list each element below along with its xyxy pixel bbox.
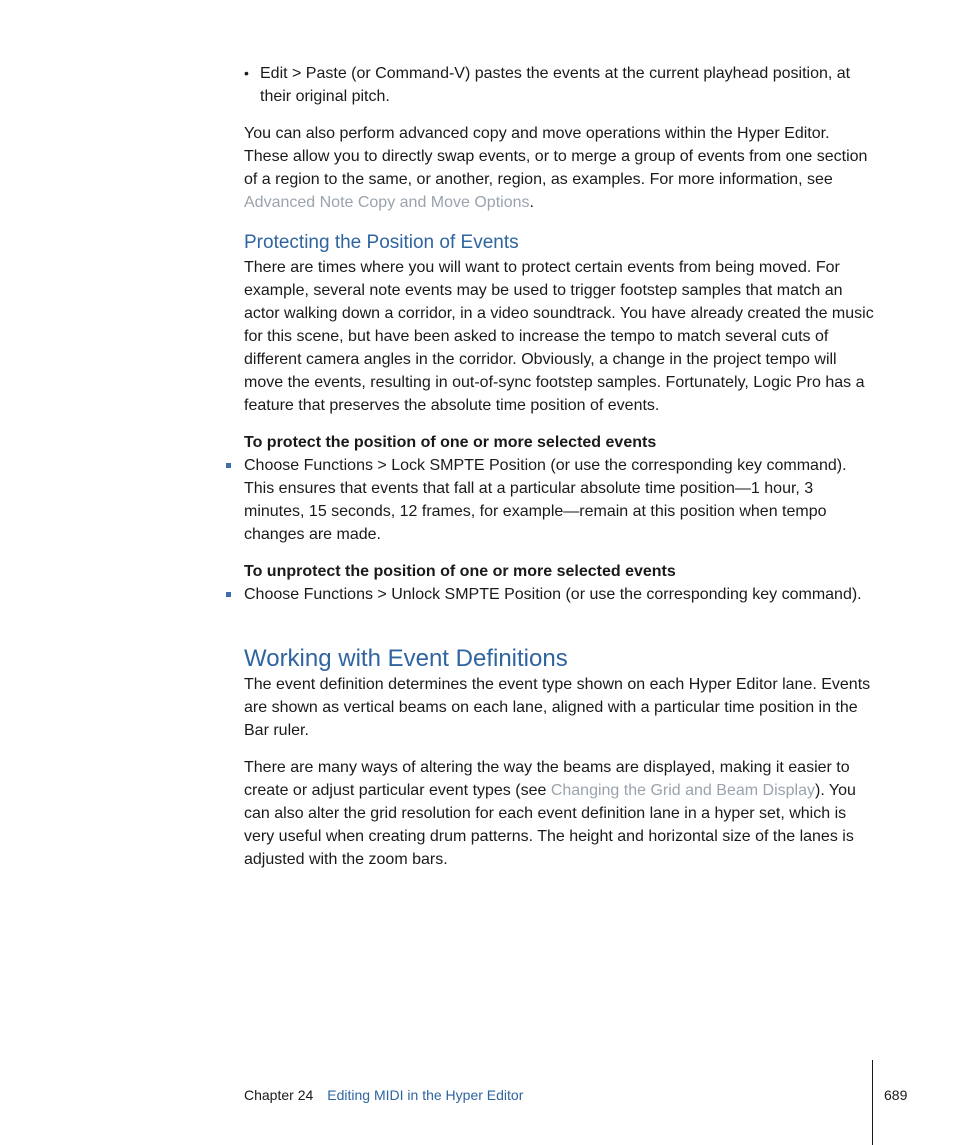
page-number: 689	[884, 1087, 908, 1103]
para2-text-after: ). You can also alter the grid resolution for each event definition lane in a hyper set, which is very useful when creating drum patterns. The height and horizontal size of the lanes is adjusted with the zoom bars.	[244, 782, 856, 868]
protecting-position-heading: Protecting the Position of Events	[244, 232, 519, 253]
paste-bullet-item	[244, 62, 876, 108]
event-definitions-paragraph-1: The event definition determines the event type shown on each Hyper Editor lane. Events are shown as vertical beams on each lane, aligned with a particular time position in the Bar ruler.	[244, 676, 871, 739]
advanced-copy-paragraph	[244, 122, 876, 214]
unlock-smpte-step-text: Choose Functions > Unlock SMPTE Position (or use the corresponding key command).	[244, 586, 862, 603]
grid-beam-display-link[interactable]: Changing the Grid and Beam Display	[550, 782, 815, 799]
event-definitions-paragraph-2	[244, 756, 876, 871]
paste-bullet-text: Edit > Paste (or Command-V) pastes the events at the current playhead position, at their original pitch.	[260, 65, 851, 105]
lock-smpte-step-text: Choose Functions > Lock SMPTE Position (or use the corresponding key command). This ensures that events that fall at a particular absolute time position—1 hour, 3 minutes, 15 seconds, 12 frames, for example—remain at this position when tempo changes are made.	[244, 457, 847, 543]
para1-text-after: .	[529, 194, 534, 211]
advanced-note-copy-link[interactable]: Advanced Note Copy and Move Options	[244, 194, 530, 211]
para1-text-before: You can also perform advanced copy and move operations within the Hyper Editor. These allow you to directly swap events, or to merge a group of events from one section of a region to the same, or another, region, as examples. For more information, see	[244, 125, 868, 188]
footer-divider	[872, 1060, 873, 1145]
protect-task-title: To protect the position of one or more selected events	[244, 434, 657, 451]
unlock-smpte-step	[244, 583, 876, 606]
square-bullet-icon	[226, 592, 231, 597]
lock-smpte-step	[244, 454, 876, 546]
page-footer	[244, 1086, 523, 1104]
unprotect-task-title: To unprotect the position of one or more selected events	[244, 563, 676, 580]
para2-text-before: There are many ways of altering the way the beams are displayed, making it easier to create or adjust particular event types (see	[244, 759, 850, 799]
protecting-position-paragraph: There are times where you will want to protect certain events from being moved. For example, several note events may be used to trigger footstep samples that match an actor walking down a corridor, in a video soundtrack. You have already created the music for this scene, but have been asked to increase the tempo to match several cuts of different camera angles in the corridor. Obviously, a change in the project tempo will move the events, resulting in out-of-sync footstep samples. Fortunately, Logic Pro has a feature that preserves the absolute time position of events.	[244, 259, 874, 414]
event-definitions-heading: Working with Event Definitions	[244, 645, 568, 672]
bullet-dot: •	[244, 65, 249, 81]
footer-chapter: Chapter 24	[244, 1087, 314, 1103]
square-bullet-icon	[226, 463, 231, 468]
footer-chapter-title: Editing MIDI in the Hyper Editor	[327, 1087, 524, 1103]
